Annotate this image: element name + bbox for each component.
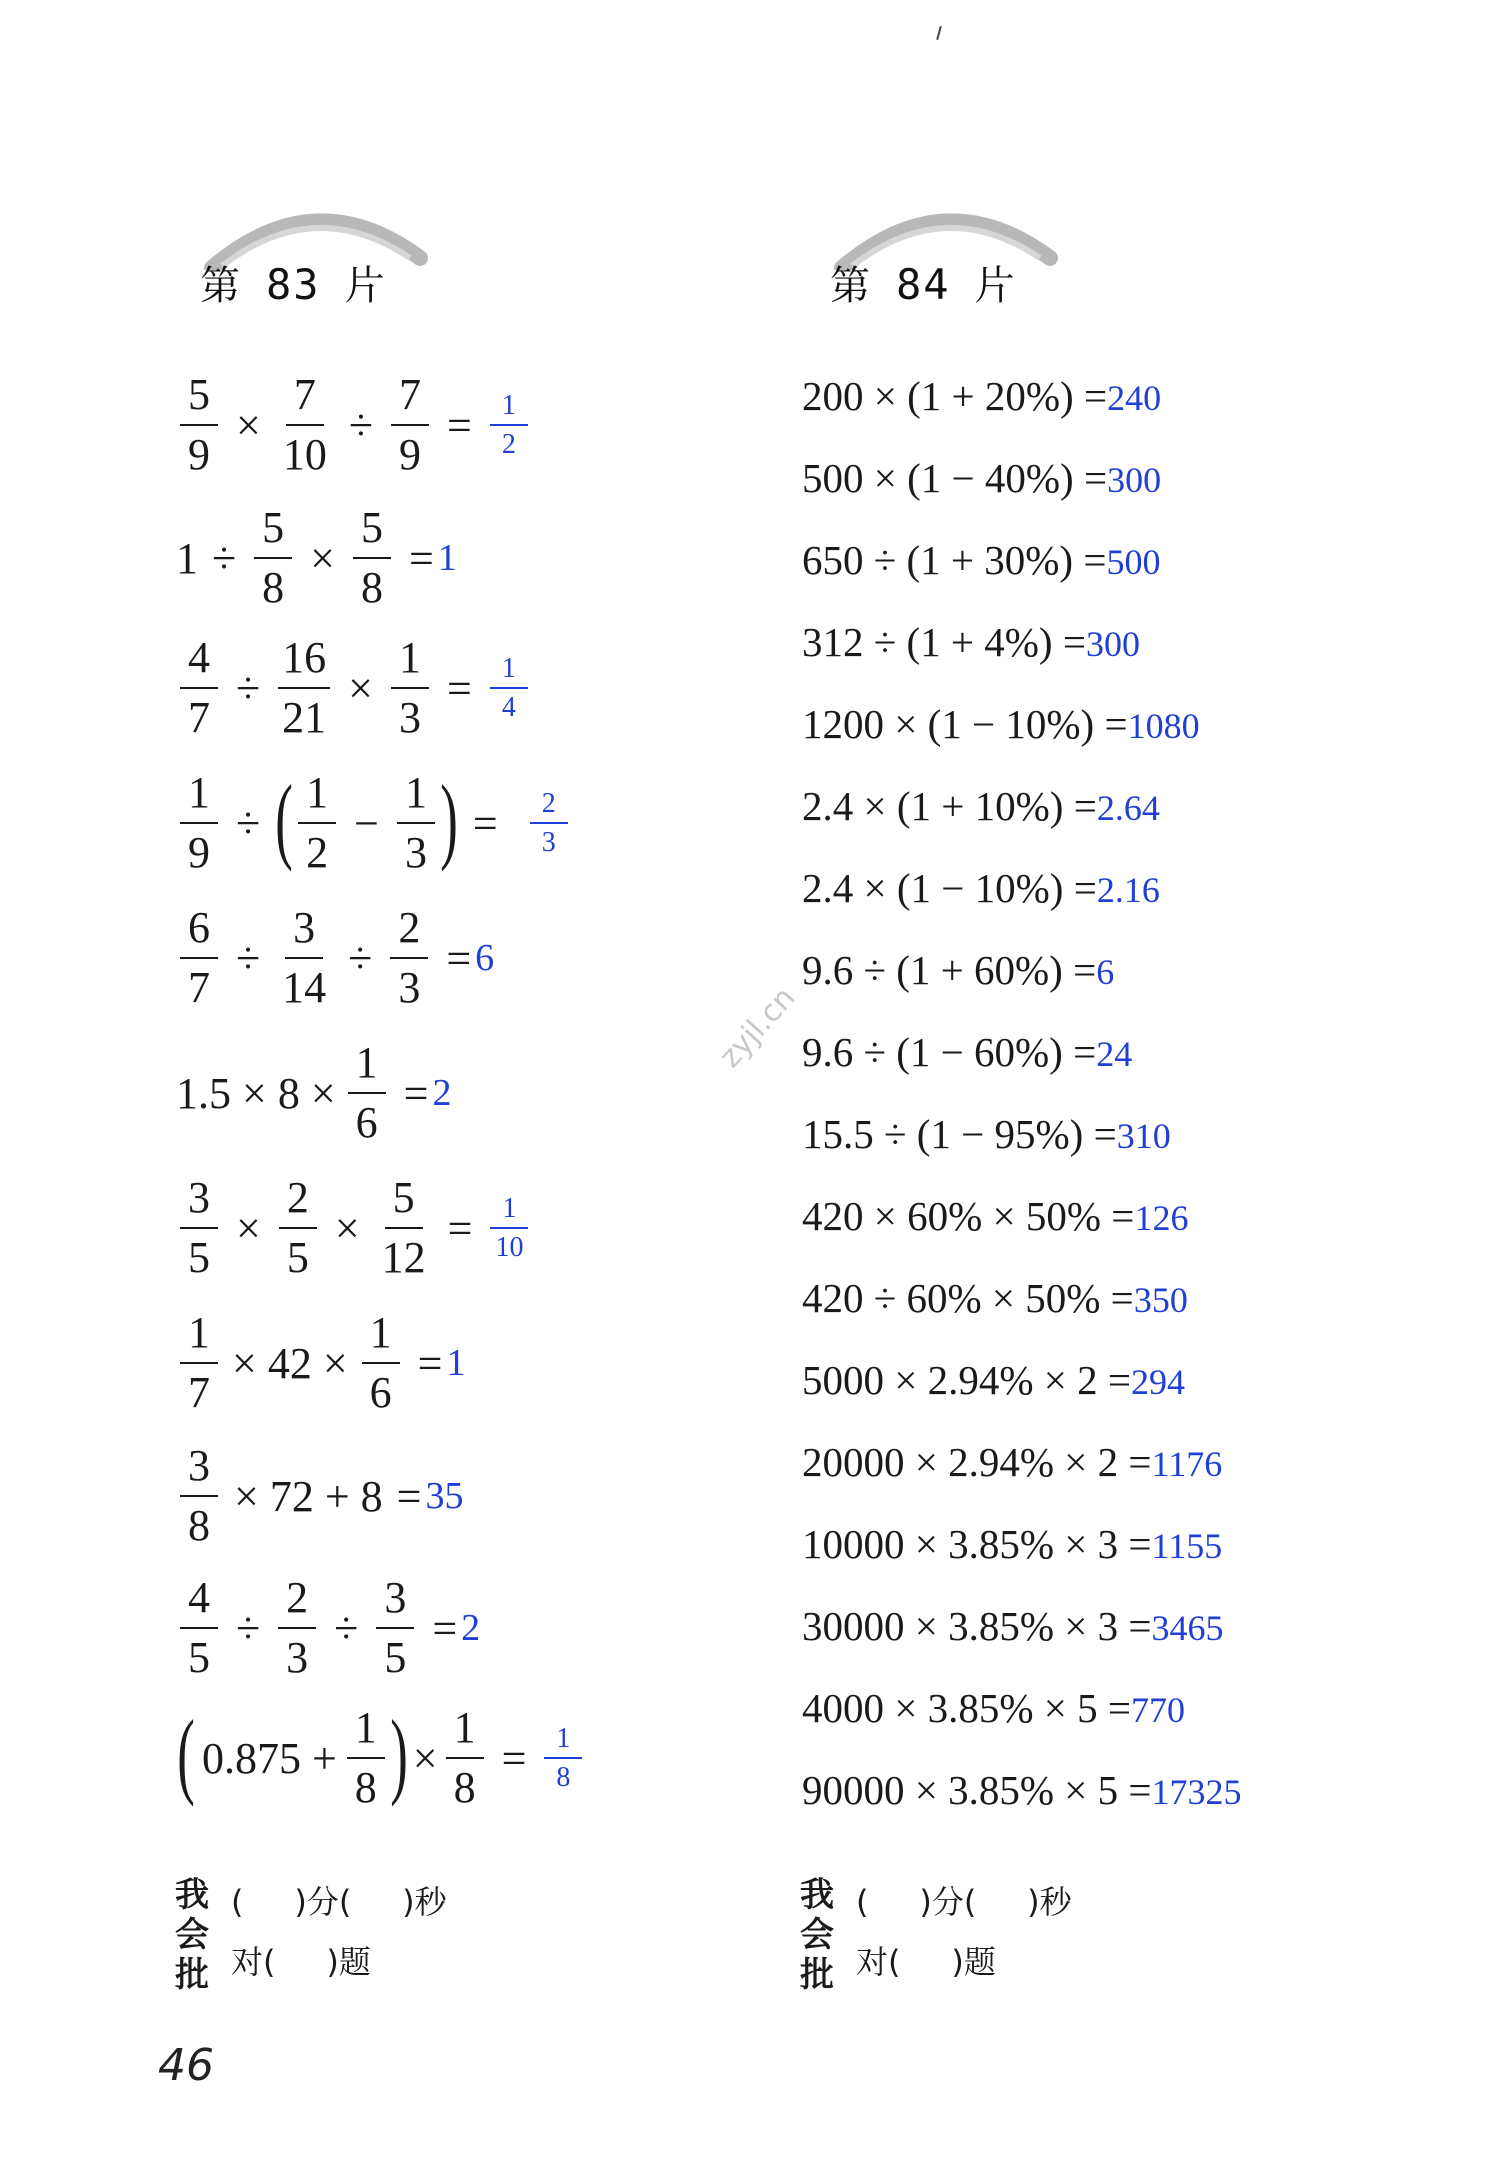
operator: − [354,798,379,848]
answer: 300 [1107,460,1162,500]
answer [486,1194,532,1263]
label-char: 会 [175,1915,209,1955]
answer: 24 [1096,1034,1133,1074]
fraction [446,1705,484,1811]
answer: 2 [432,1072,452,1115]
title-prefix: 第 [200,263,242,309]
title-prefix: 第 [830,263,872,309]
title-suffix: 片 [974,263,1017,309]
answer-denominator: 4 [501,692,516,724]
problem-row [176,1310,465,1416]
fraction [397,770,435,876]
operator: ÷ [334,1603,359,1653]
denominator: 5 [286,1233,309,1283]
title-number: 83 [266,260,321,309]
percent-problem-row [802,454,1161,502]
label-char: 批 [800,1955,834,1995]
denominator: 3 [286,1633,309,1683]
equals-sign: = [501,1733,527,1783]
fraction [180,1310,218,1416]
answer-denominator: 10 [495,1232,524,1264]
expression-text: 90000 × 3.85% × 5 = [802,1767,1152,1813]
expression-text: 312 ÷ (1 + 4%) = [802,619,1086,665]
answer: 500 [1106,542,1161,582]
answer: 1 [446,1342,466,1385]
expression-text: 200 × (1 + 20%) = [802,373,1108,419]
percent-problem-row [802,1274,1188,1322]
denominator: 7 [188,693,210,743]
label-char: 我 [800,1875,834,1915]
fraction [180,1175,218,1281]
equals-sign: = [403,1068,429,1118]
fraction [391,372,429,478]
expression-text: 9.6 ÷ (1 − 60%) = [802,1029,1097,1075]
equals-sign: = [417,1338,443,1388]
numerator: 7 [286,372,324,426]
answer: 1 [437,537,457,580]
denominator: 12 [381,1233,426,1283]
answer: 294 [1131,1362,1186,1402]
numerator: 4 [180,1575,218,1629]
denominator: 5 [188,1633,210,1683]
equals-sign: = [432,1603,458,1653]
percent-problem-row [802,864,1160,912]
answer-numerator: 1 [490,654,528,689]
answer: 770 [1131,1690,1186,1730]
numerator: 1 [391,635,429,689]
problem-row [176,1175,532,1281]
self-check-label [175,1875,215,1995]
operator: ÷ [236,663,261,713]
answer: 300 [1085,624,1140,664]
numerator: 1 [348,1040,386,1094]
numerator: 3 [376,1575,414,1629]
answer [526,789,572,858]
problem-row [176,1575,480,1681]
numerator: 1 [298,770,336,824]
expression-text: × 72 + 8 [234,1471,383,1521]
problem-row [176,635,532,741]
problem-row [176,505,457,611]
title-number: 84 [896,260,951,309]
numerator: 6 [180,905,218,959]
denominator: 8 [453,1763,476,1813]
denominator: 6 [355,1098,378,1148]
fraction [376,1575,414,1681]
expression-text: 0.875 + [201,1733,337,1783]
left-paren: ( [275,765,293,873]
denominator: 21 [282,693,327,743]
expression-text: 2.4 × (1 + 10%) = [802,783,1097,829]
denominator: 9 [398,430,421,480]
operator: × [236,400,261,450]
percent-problem-row [802,1028,1132,1076]
answer: 240 [1107,378,1162,418]
section-title [200,254,460,311]
fraction [278,905,330,1011]
numerator: 5 [385,1175,423,1229]
fraction [180,1575,218,1681]
operator: ÷ [236,933,261,983]
numerator: 3 [180,1175,218,1229]
fraction [180,905,218,1011]
fraction [353,505,391,611]
section-header-84 [830,200,1090,320]
answer [540,1724,586,1793]
fraction [180,635,218,741]
expression-text: 9.6 ÷ (1 + 60%) = [802,947,1097,993]
denominator: 9 [188,828,210,878]
expression-text: 1200 × (1 − 10%) = [802,701,1128,747]
answer [486,654,532,723]
self-check-box [175,1875,595,1995]
expression-text: 500 × (1 − 40%) = [802,455,1108,501]
denominator: 3 [398,963,421,1013]
fraction [279,1175,317,1281]
denominator: 7 [188,1368,210,1418]
denominator: 10 [282,430,327,480]
numerator: 5 [254,505,292,559]
numerator: 1 [347,1705,385,1759]
equals-sign: = [446,400,472,450]
answer: 17325 [1151,1772,1242,1812]
numerator: 3 [285,905,323,959]
percent-problem-row [802,1192,1188,1240]
denominator: 8 [354,1763,377,1813]
expression-text: 10000 × 3.85% × 3 = [802,1521,1152,1567]
denominator: 8 [360,563,383,613]
denominator: 8 [188,1501,210,1551]
numerator: 4 [180,635,218,689]
fraction [391,635,429,741]
percent-problem-row [802,618,1140,666]
answer-numerator: 1 [490,1194,528,1229]
right-paren: ) [389,1700,408,1808]
operator: × [236,1203,261,1253]
numerator: 7 [391,372,429,426]
percent-problem-row [802,946,1114,994]
answer: 1155 [1151,1526,1223,1566]
time-field: ( )分( )秒 [231,1883,447,1921]
answer: 1176 [1151,1444,1223,1484]
equals-sign: = [472,798,498,848]
fraction [348,1040,386,1146]
denominator: 3 [398,693,421,743]
fraction [279,372,331,478]
denominator: 2 [306,828,329,878]
operator: ÷ [236,798,261,848]
fraction [362,1310,400,1416]
answer-denominator: 8 [556,1762,571,1794]
numerator: 5 [353,505,391,559]
percent-problem-row [802,1602,1224,1650]
numerator: 1 [362,1310,400,1364]
answer: 2 [461,1607,481,1650]
percent-problem-row [802,1520,1222,1568]
denominator: 3 [404,828,427,878]
fraction [254,505,292,611]
correct-count-field: 对( )题 [856,1943,996,1981]
operator: ÷ [212,533,237,583]
denominator: 14 [282,963,327,1013]
numerator: 2 [279,1175,317,1229]
answer: 310 [1116,1116,1171,1156]
operator: ÷ [348,933,373,983]
numerator: 2 [278,1575,316,1629]
expression-text: 2.4 × (1 − 10%) = [802,865,1097,911]
percent-problem-row [802,372,1161,420]
numerator: 1 [180,770,218,824]
correct-count-field: 对( )题 [231,1943,371,1981]
equals-sign: = [446,933,472,983]
percent-problem-row [802,1356,1185,1404]
label-char: 会 [800,1915,834,1955]
numerator: 1 [446,1705,484,1759]
expression-text: 30000 × 3.85% × 3 = [802,1603,1152,1649]
operator: × [412,1733,438,1783]
percent-problem-row [802,782,1160,830]
numerator: 5 [180,372,218,426]
expression-text: 15.5 ÷ (1 − 95%) = [802,1111,1117,1157]
expression-text: 420 ÷ 60% × 50% = [802,1275,1134,1321]
equals-sign: = [408,533,434,583]
expression-text: 20000 × 2.94% × 2 = [802,1439,1152,1485]
answer: 6 [1096,952,1115,992]
denominator: 5 [188,1233,210,1283]
left-paren: ( [177,1700,195,1808]
label-char: 批 [175,1955,209,1995]
answer: 3465 [1151,1608,1224,1648]
denominator: 7 [188,963,210,1013]
title-suffix: 片 [344,263,387,309]
percent-problem-row [802,1438,1222,1486]
expression-text: 650 ÷ (1 + 30%) = [802,537,1107,583]
problem-row [176,1443,463,1549]
numerator: 16 [278,635,330,689]
self-check-label [800,1875,840,1995]
self-check-box [800,1875,1220,1995]
answer: 2.64 [1096,788,1160,828]
percent-problem-row [802,700,1200,748]
operator: × [334,1203,360,1253]
problem-row [176,765,572,878]
fraction [378,1175,430,1281]
answer: 35 [425,1475,464,1518]
expression-text: 420 × 60% × 50% = [802,1193,1135,1239]
expression-text: 1.5 × 8 × [176,1068,336,1118]
equals-sign: = [446,663,472,713]
fraction [180,372,218,478]
numerator: 1 [180,1310,218,1364]
stray-mark [936,26,942,40]
fraction [278,1575,316,1681]
numerator: 2 [390,905,428,959]
percent-problem-row [802,536,1160,584]
numerator: 3 [180,1443,218,1497]
answer: 126 [1134,1198,1189,1238]
section-header-83 [200,200,460,320]
fraction [180,770,218,876]
equals-sign: = [396,1471,422,1521]
problem-row [176,372,532,478]
watermark: zyjl.cn [712,980,803,1075]
denominator: 8 [262,563,285,613]
problem-row [176,1700,586,1813]
operator: × [348,663,373,713]
time-field: ( )分( )秒 [856,1883,1072,1921]
right-paren: ) [440,765,458,873]
answer: 350 [1133,1280,1188,1320]
numerator: 1 [397,770,435,824]
percent-problem-row [802,1766,1242,1814]
number: 1 [176,533,198,583]
operator: ÷ [236,1603,261,1653]
answer-denominator: 2 [501,429,516,461]
section-title [830,254,1090,311]
fraction [180,1443,218,1549]
answer: 2.16 [1096,870,1160,910]
label-char: 我 [175,1875,209,1915]
answer: 1080 [1127,706,1200,746]
operator: × [310,533,335,583]
fraction [390,905,428,1011]
answer-numerator: 1 [544,1724,582,1759]
denominator: 5 [384,1633,407,1683]
fraction [347,1705,385,1811]
answer: 6 [475,937,495,980]
expression-text: × 42 × [232,1338,348,1388]
answer-numerator: 2 [530,789,568,824]
denominator: 9 [188,430,210,480]
percent-problem-row [802,1110,1171,1158]
answer-denominator: 3 [541,827,556,859]
fraction [278,635,330,741]
expression-text: 4000 × 3.85% × 5 = [802,1685,1132,1731]
operator: ÷ [348,400,373,450]
fraction [298,770,336,876]
percent-problem-row [802,1684,1185,1732]
problem-row [176,905,494,1011]
denominator: 6 [369,1368,392,1418]
expression-text: 5000 × 2.94% × 2 = [802,1357,1132,1403]
answer [486,391,532,460]
problem-row [176,1040,451,1146]
page-number: 46 [158,2040,214,2091]
answer-numerator: 1 [490,391,528,426]
equals-sign: = [447,1203,473,1253]
